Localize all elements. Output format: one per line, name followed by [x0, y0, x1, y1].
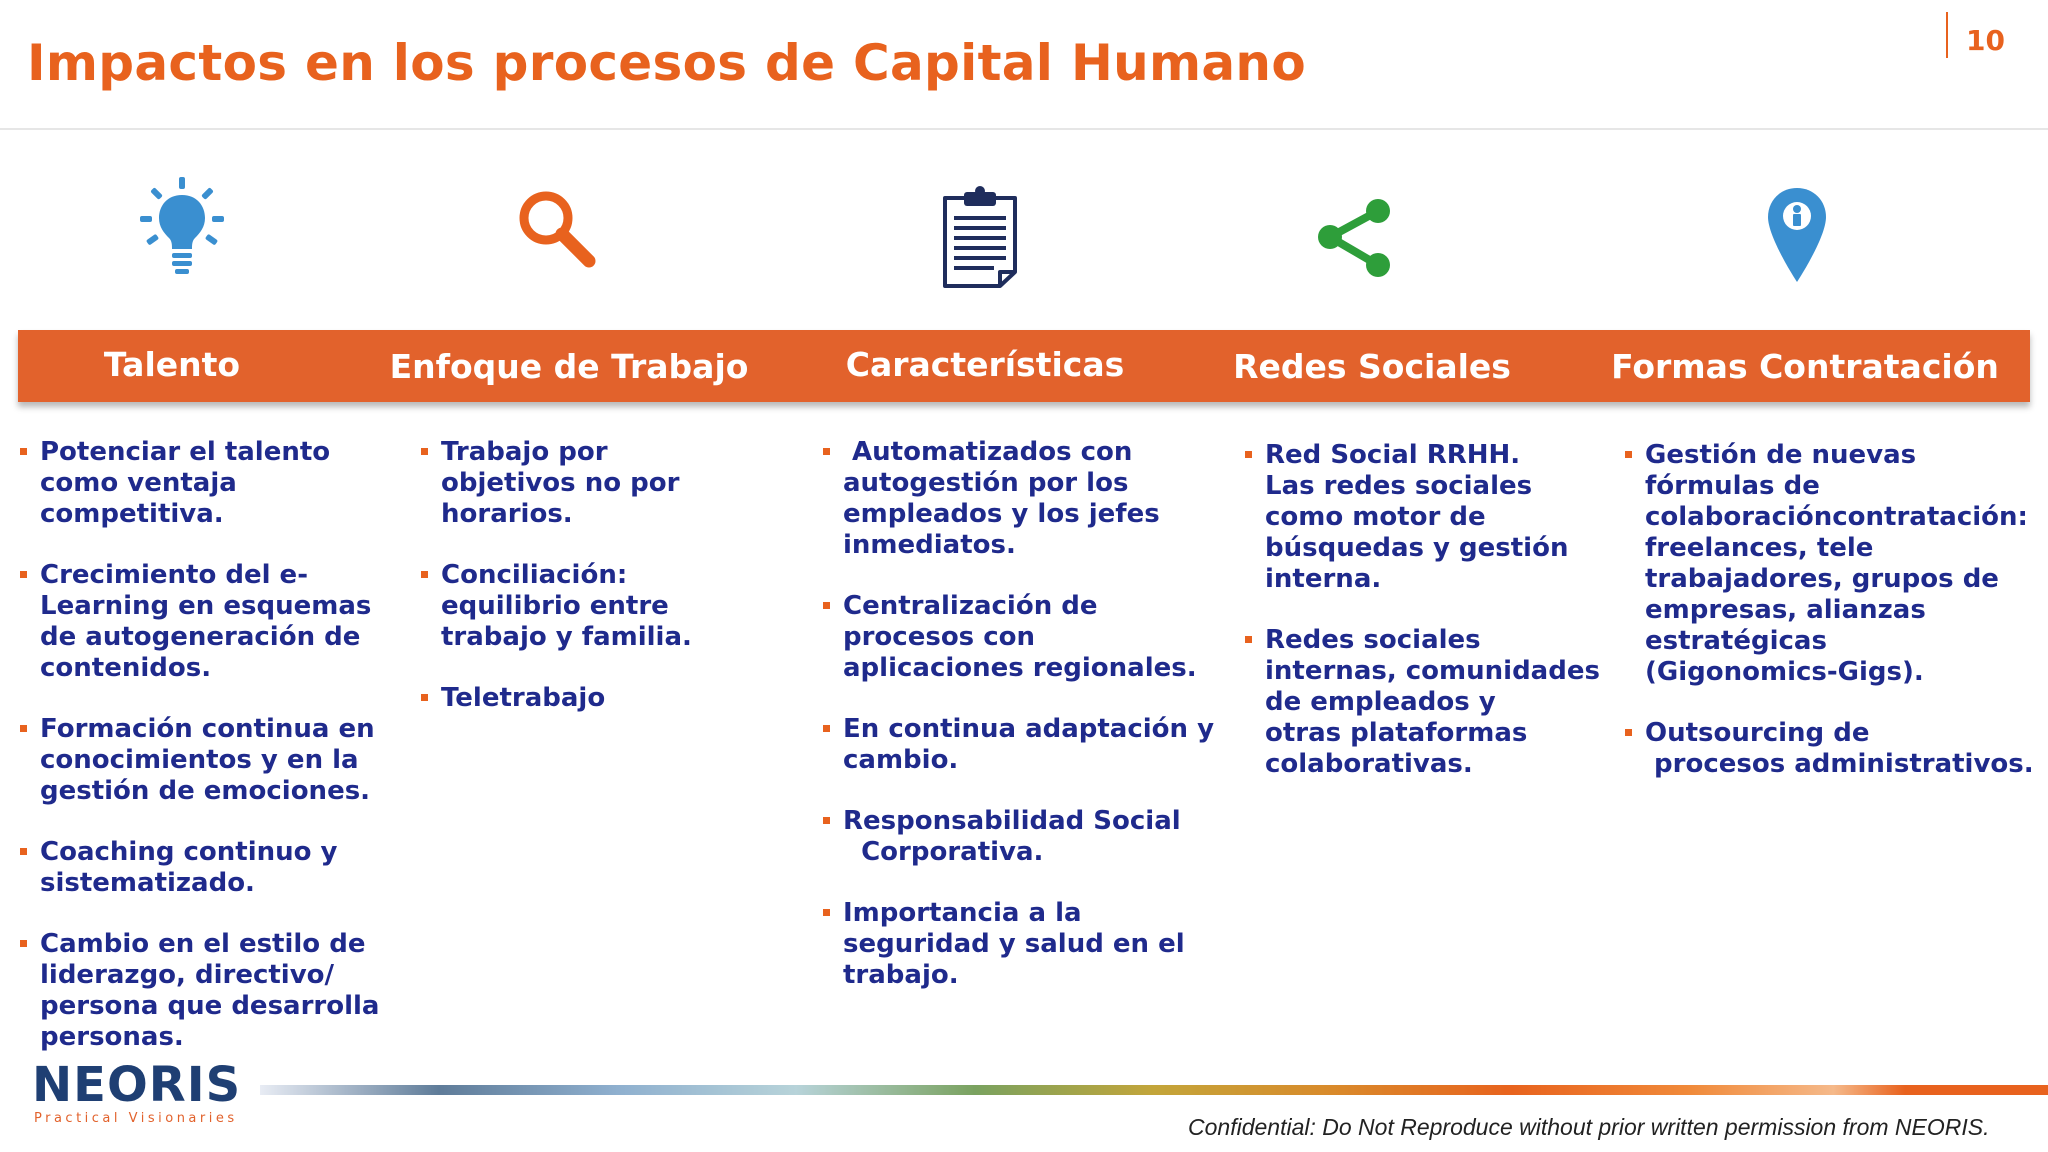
confidential-notice: Confidential: Do Not Reproduce without prior written permission from NEORIS.	[1188, 1114, 1990, 1140]
page-number: 10	[1966, 24, 2005, 57]
list-item: Crecimiento del e- Learning en esquemas de autogeneración de contenidos.	[20, 560, 400, 684]
clipboard-icon	[940, 184, 1020, 288]
list-item: Importancia a la seguridad y salud en el trabajo.	[823, 898, 1228, 991]
bullet-marker	[1245, 451, 1252, 458]
category-caracteristicas: Características	[845, 345, 1125, 384]
list-item: Responsabilidad Social Corporativa.	[823, 806, 1228, 868]
list-item: Cambio en el estilo de liderazgo, directivo/ persona que desarrolla personas.	[20, 929, 400, 1053]
list-item: Centralización de procesos con aplicaciones regionales.	[823, 591, 1228, 684]
logo-tagline: Practical Visionaries	[34, 1111, 238, 1126]
list-item: Gestión de nuevas fórmulas de colaboracióncontratación: freelances, tele trabajadores, grupos de empresas, alianzas estratégicas (Gigonomics-Gigs).	[1625, 440, 2040, 688]
bullet-marker	[421, 694, 428, 701]
map-pin-icon	[1765, 186, 1829, 284]
bullet-marker	[421, 571, 428, 578]
column-caracteristicas	[823, 437, 1228, 1021]
column-talento	[20, 437, 400, 1083]
category-band	[18, 330, 2030, 402]
category-talento: Talento	[103, 345, 241, 384]
bullet-marker	[823, 909, 830, 916]
header-divider	[0, 128, 2048, 130]
page-title: Impactos en los procesos de Capital Humano	[27, 34, 1306, 92]
column-formas-contratacion	[1625, 440, 2040, 810]
list-item: Coaching continuo y sistematizado.	[20, 837, 400, 899]
list-item: Potenciar el talento como ventaja competitiva.	[20, 437, 400, 530]
bullet-marker	[1625, 729, 1632, 736]
list-item: Automatizados con autogestión por los empleados y los jefes inmediatos.	[823, 437, 1228, 561]
bullet-marker	[1625, 451, 1632, 458]
list-item: Teletrabajo	[421, 683, 801, 714]
bullet-marker	[823, 725, 830, 732]
bullet-marker	[20, 940, 27, 947]
neoris-logo	[32, 1057, 242, 1127]
bullet-marker	[1245, 636, 1252, 643]
list-item: Red Social RRHH. Las redes sociales como motor de búsquedas y gestión interna.	[1245, 440, 1625, 595]
column-redes-sociales	[1245, 440, 1625, 810]
category-enfoque-trabajo: Enfoque de Trabajo	[389, 347, 749, 386]
list-item: Formación continua en conocimientos y en la gestión de emociones.	[20, 714, 400, 807]
bullet-marker	[20, 571, 27, 578]
magnifier-icon	[514, 186, 598, 270]
bullet-marker	[20, 848, 27, 855]
list-item: Outsourcing de procesos administrativos.	[1625, 718, 2040, 780]
column-enfoque-trabajo	[421, 437, 801, 744]
list-item: Conciliación: equilibrio entre trabajo y familia.	[421, 560, 801, 653]
share-icon	[1314, 197, 1398, 281]
list-item: En continua adaptación y cambio.	[823, 714, 1228, 776]
lightbulb-icon	[135, 175, 229, 283]
bullet-marker	[823, 817, 830, 824]
list-item: Trabajo por objetivos no por horarios.	[421, 437, 801, 530]
bullet-marker	[823, 448, 830, 455]
bullet-marker	[823, 602, 830, 609]
bullet-marker	[421, 448, 428, 455]
category-formas-contratacion: Formas Contratación	[1611, 347, 1999, 386]
category-redes-sociales: Redes Sociales	[1233, 347, 1511, 386]
bullet-marker	[20, 448, 27, 455]
logo-wordmark: NEORIS	[32, 1057, 242, 1113]
bullet-marker	[20, 725, 27, 732]
footer-color-stripe	[260, 1085, 2048, 1095]
page-number-divider	[1946, 12, 1948, 58]
list-item: Redes sociales internas, comunidades de empleados y otras plataformas colaborativas.	[1245, 625, 1625, 780]
